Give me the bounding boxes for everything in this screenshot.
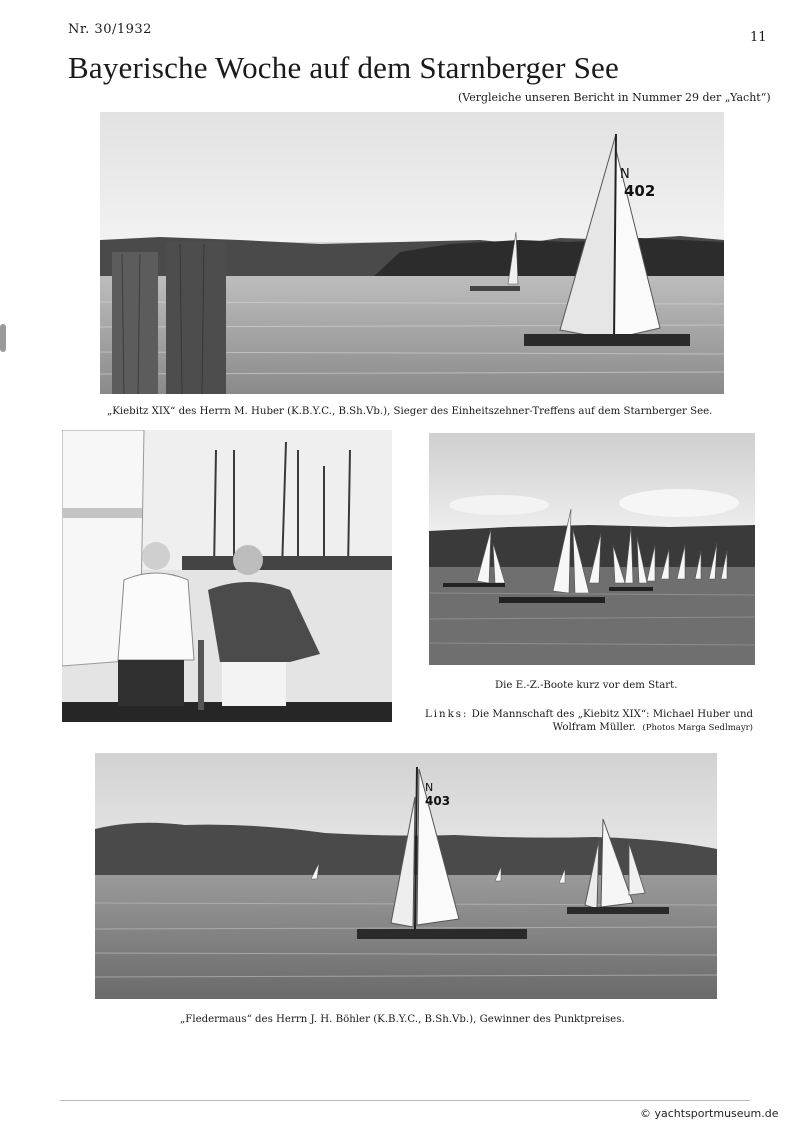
page-subtitle: (Vergleiche unseren Bericht in Nummer 29 der „Yacht“) (458, 91, 771, 104)
caption-crew-line1: Die Mannschaft des „Kiebitz XIX“: Michael Huber und (468, 709, 754, 720)
scan-margin-mark (0, 318, 8, 358)
footer-divider (60, 1100, 750, 1101)
sail-number-top-2: N (425, 781, 434, 794)
photo-crew-portrait (62, 430, 392, 722)
sail-number-main: 402 (624, 182, 656, 200)
photo-fledermaus-sailing (95, 753, 717, 999)
caption-fleet-start: Die E.-Z.-Boote kurz vor dem Start. (495, 680, 678, 691)
sail-number-main-2: 403 (425, 794, 451, 808)
photo-kiebitz-sailing (100, 112, 724, 394)
caption-crew (425, 708, 753, 735)
photo-credit: (Photos Marga Sedlmayr) (642, 723, 753, 733)
caption-fledermaus: „Fledermaus“ des Herrn J. H. Böhler (K.B.Y.C., B.Sh.Vb.), Gewinner des Punktpreises. (180, 1014, 625, 1025)
photo-fleet-start (429, 433, 755, 665)
watermark: © yachtsportmuseum.de (640, 1107, 779, 1120)
caption-crew-lead: Links: (425, 709, 469, 720)
sail-number-top: N (620, 167, 630, 182)
caption-kiebitz: „Kiebitz XIX“ des Herrn M. Huber (K.B.Y.C., B.Sh.Vb.), Sieger des Einheitszehner-Treffens auf dem Starnberger See. (107, 406, 713, 417)
page-title: Bayerische Woche auf dem Starnberger See (68, 50, 619, 85)
page-number: 11 (750, 30, 767, 45)
caption-crew-line2: Wolfram Müller. (552, 722, 636, 733)
issue-number: Nr. 30/1932 (68, 22, 152, 37)
